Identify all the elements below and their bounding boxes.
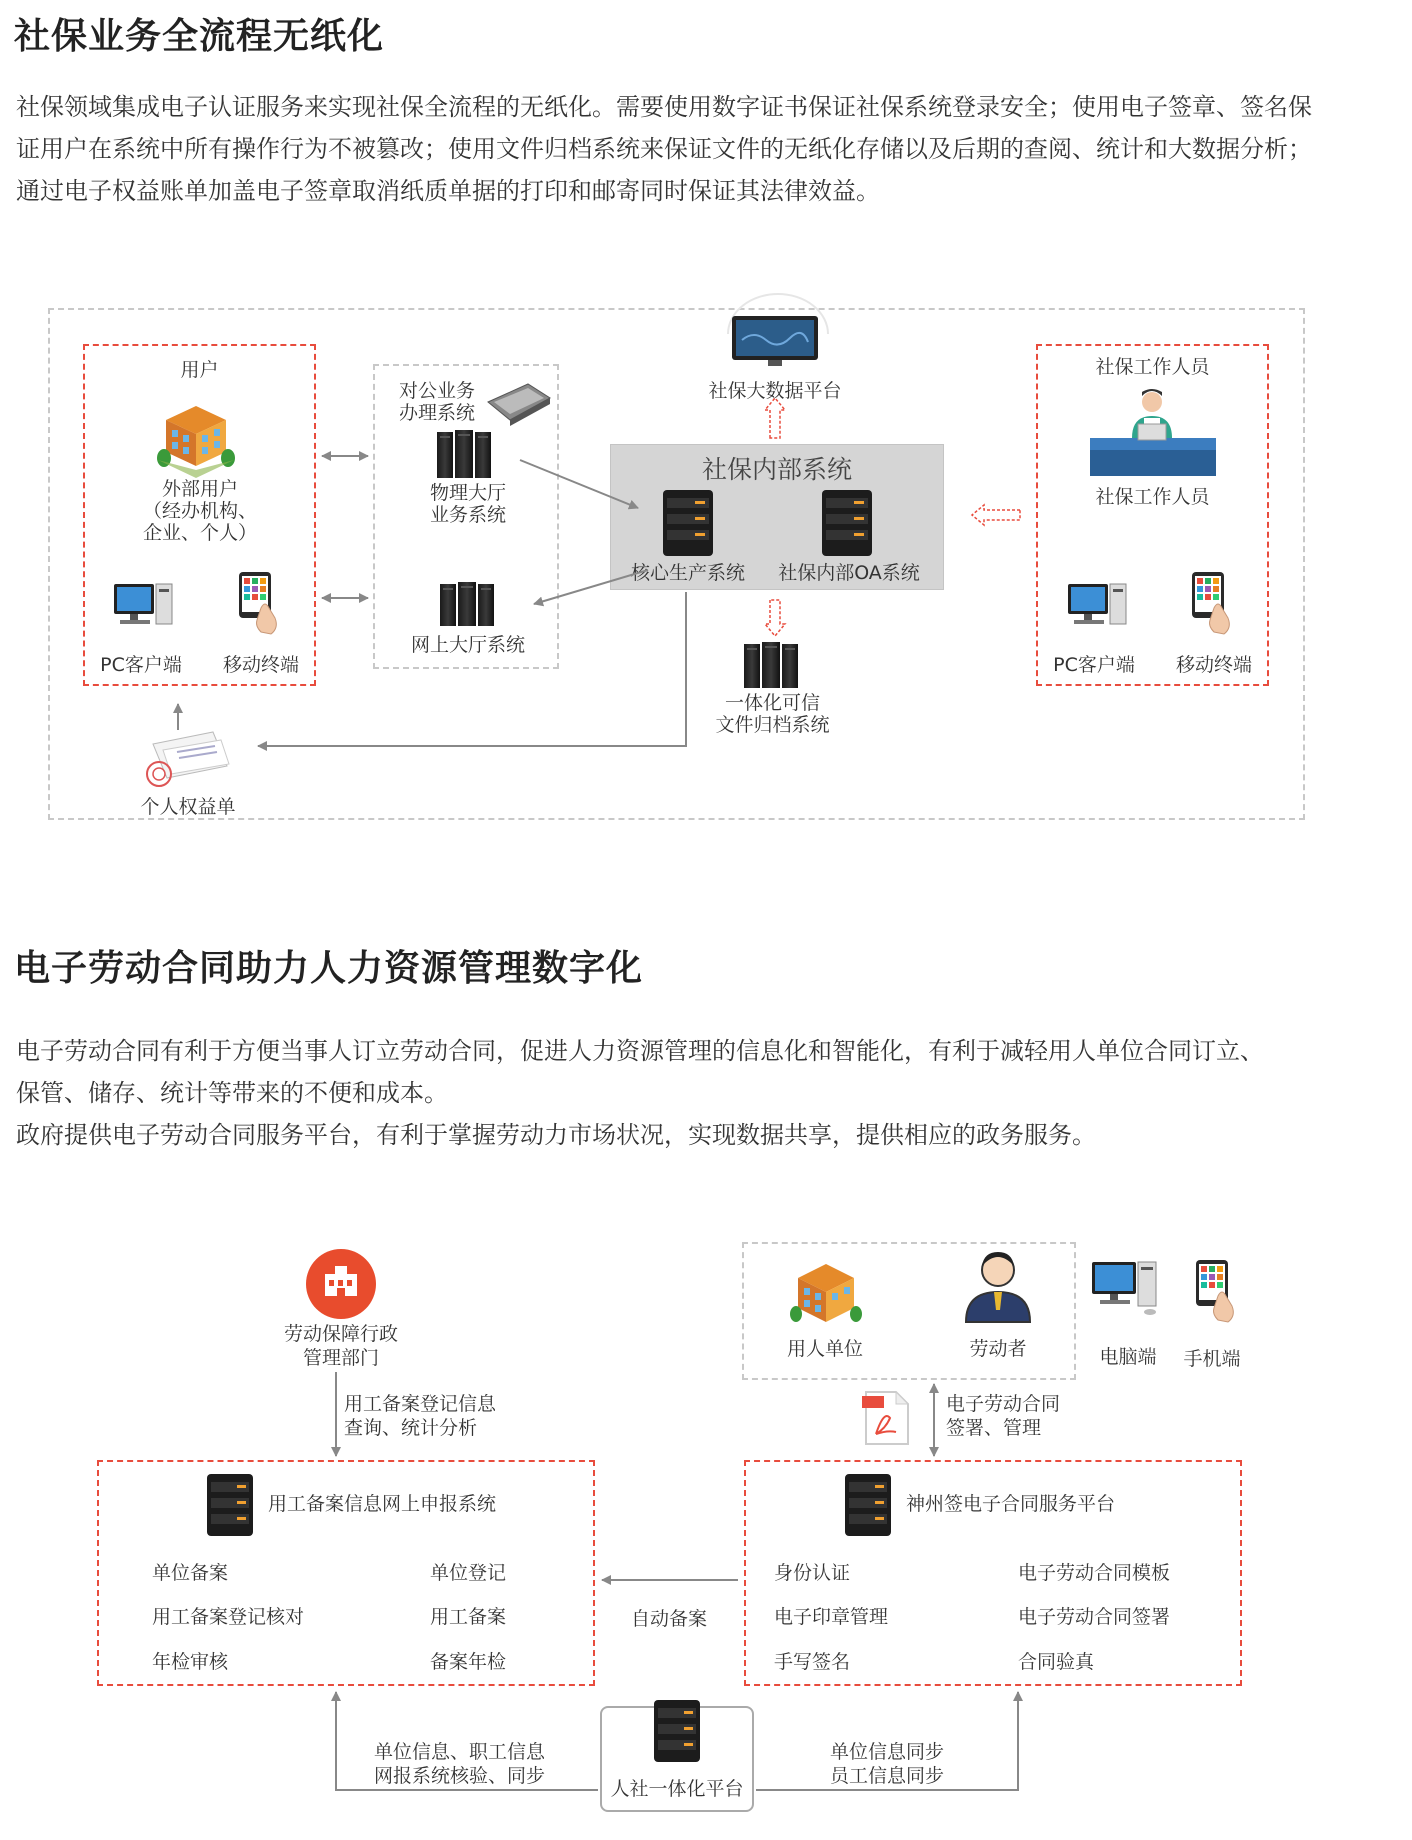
platform-item: 身份认证 [774,1562,851,1584]
mobile-terminal-label: 移动终端 [222,654,299,676]
staff-label: 社保工作人员 [1095,486,1210,508]
public-business-line: 办理系统 [398,402,475,424]
platform-item: 电子印章管理 [774,1606,889,1628]
core-production-label: 核心生产系统 [630,562,745,584]
paragraph-line: 电子劳动合同有利于方便当事人订立劳动合同，促进人力资源管理的信息化和智能化，有利于减轻用人单位合同订立、 [16,1037,1264,1065]
external-user-line: 企业、个人） [142,522,257,544]
paragraph-line: 保管、储存、统计等带来的不便和成本。 [16,1079,448,1107]
filing-item: 用工备案 [430,1606,507,1628]
filing-item: 单位登记 [430,1562,507,1584]
gov-arrow-line: 用工备案登记信息 [344,1393,497,1415]
filing-item: 单位备案 [152,1562,229,1584]
contract-platform-title: 神州签电子合同服务平台 [906,1493,1116,1515]
internal-oa-label: 社保内部OA系统 [778,562,920,584]
right-sync-line: 员工信息同步 [830,1765,945,1787]
contract-arrow-line: 电子劳动合同 [946,1393,1061,1415]
gov-arrow-line: 查询、统计分析 [344,1417,478,1439]
archive-system-line: 一体化可信 [724,692,820,714]
auto-filing-label: 自动备案 [630,1608,707,1630]
staff-pc-label: PC客户端 [1053,654,1135,676]
gov-dept-line: 管理部门 [302,1347,379,1369]
gov-dept-line: 劳动保障行政 [283,1323,398,1345]
filing-item: 用工备案登记核对 [152,1606,305,1628]
phone-label: 手机端 [1183,1348,1241,1370]
left-sync-line: 单位信息、职工信息 [374,1741,546,1763]
paragraph-line: 政府提供电子劳动合同服务平台，有利于掌握劳动力市场状况，实现数据共享，提供相应的政务服务。 [16,1121,1096,1149]
paragraph-line: 证用户在系统中所有操作行为不被篡改；使用文件归档系统来保证文件的无纸化存储以及后期的查阅、统计和大数据分析； [16,135,1312,163]
physical-hall-line: 物理大厅 [429,482,506,504]
staff-mobile-label: 移动终端 [1175,654,1252,676]
archive-system-line: 文件归档系统 [715,714,830,736]
online-hall-label: 网上大厅系统 [410,634,525,656]
filing-item: 年检审核 [152,1651,229,1673]
external-user-line: （经办机构、 [142,500,257,522]
platform-item: 电子劳动合同签署 [1018,1606,1171,1628]
hr-platform-label: 人社一体化平台 [610,1778,744,1800]
staff-box-title: 社保工作人员 [1095,356,1210,378]
public-business-line: 对公业务 [398,380,475,402]
employer-label: 用人单位 [786,1338,863,1360]
platform-item: 合同验真 [1018,1651,1095,1673]
external-user-line: 外部用户 [161,478,238,500]
worker-label: 劳动者 [969,1338,1027,1360]
personal-statement-label: 个人权益单 [140,796,236,818]
platform-item: 手写签名 [774,1651,851,1673]
section2-title: 电子劳动合同助力人力资源管理数字化 [14,948,644,989]
pc-client-label: PC客户端 [100,654,182,676]
physical-hall-line: 业务系统 [429,504,506,526]
user-box-title: 用户 [180,359,219,381]
platform-item: 电子劳动合同模板 [1018,1562,1171,1584]
left-sync-line: 网报系统核验、同步 [374,1765,546,1787]
filing-system-title: 用工备案信息网上申报系统 [268,1493,497,1515]
contract-arrow-line: 签署、管理 [946,1417,1042,1439]
filing-item: 备案年检 [430,1651,507,1673]
section1-title: 社保业务全流程无纸化 [14,16,385,57]
paragraph-line: 通过电子权益账单加盖电子签章取消纸质单据的打印和邮寄同时保证其法律效益。 [16,177,880,205]
computer-label: 电脑端 [1099,1346,1157,1368]
internal-system-title: 社保内部系统 [701,455,852,484]
bigdata-platform-label: 社保大数据平台 [708,380,842,402]
paragraph-line: 社保领域集成电子认证服务来实现社保全流程的无纸化。需要使用数字证书保证社保系统登录安全；使用电子签章、签名保 [16,93,1312,121]
right-sync-line: 单位信息同步 [830,1741,945,1763]
